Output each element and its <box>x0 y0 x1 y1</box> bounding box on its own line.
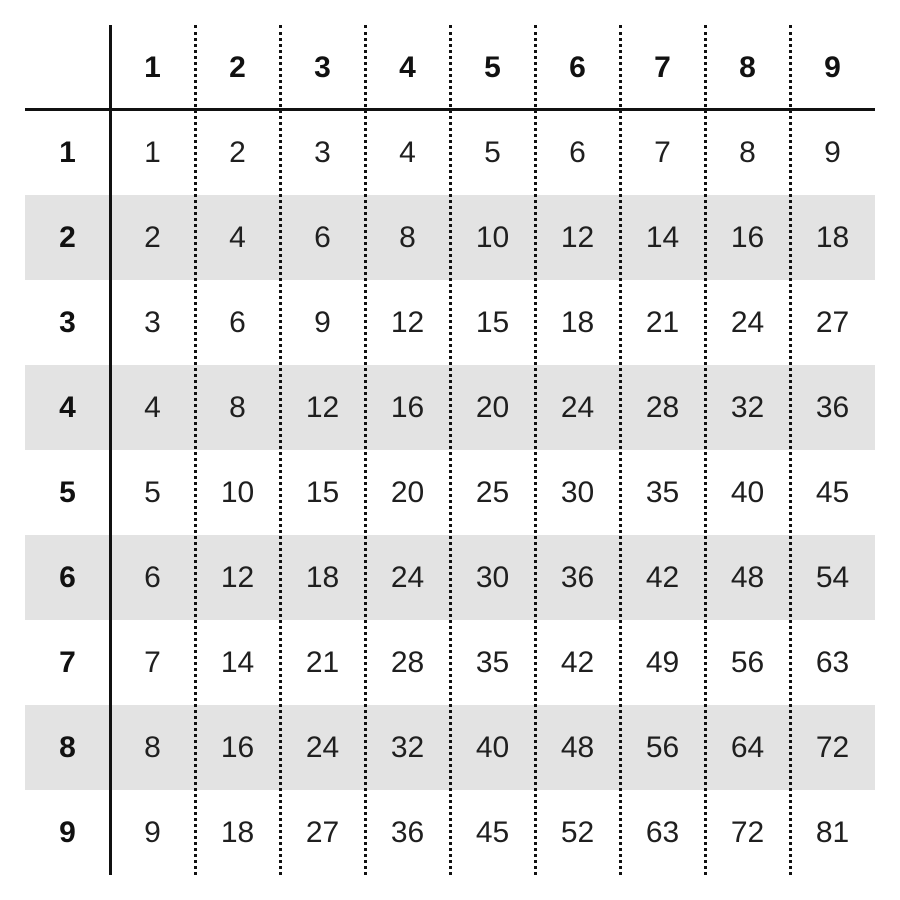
table-cell: 5 <box>484 135 501 169</box>
table-cell: 16 <box>390 390 425 424</box>
table-cell: 56 <box>645 730 680 764</box>
table-cell: 36 <box>815 390 850 424</box>
table-cell: 45 <box>475 815 510 849</box>
row-header: 9 <box>59 815 76 849</box>
table-cell: 32 <box>390 730 425 764</box>
table-cell: 12 <box>220 560 255 594</box>
table-cell: 8 <box>399 220 416 254</box>
table-cell: 40 <box>475 730 510 764</box>
row-header-rule <box>109 25 112 875</box>
table-cell: 45 <box>815 475 850 509</box>
column-header: 8 <box>739 50 756 84</box>
column-header: 5 <box>484 50 501 84</box>
table-cell: 6 <box>569 135 586 169</box>
table-cell: 9 <box>824 135 841 169</box>
table-cell: 1 <box>144 135 161 169</box>
row-header: 3 <box>59 305 76 339</box>
column-header: 2 <box>229 50 246 84</box>
column-divider <box>619 25 622 875</box>
table-cell: 36 <box>390 815 425 849</box>
table-cell: 48 <box>560 730 595 764</box>
table-cell: 52 <box>560 815 595 849</box>
table-cell: 14 <box>645 220 680 254</box>
table-cell: 28 <box>390 645 425 679</box>
row-header: 4 <box>59 390 76 424</box>
table-cell: 12 <box>305 390 340 424</box>
table-cell: 36 <box>560 560 595 594</box>
table-cell: 8 <box>229 390 246 424</box>
table-cell: 30 <box>475 560 510 594</box>
table-cell: 3 <box>314 135 331 169</box>
header-rule <box>25 108 875 111</box>
table-cell: 2 <box>144 220 161 254</box>
table-cell: 24 <box>730 305 765 339</box>
table-cell: 5 <box>144 475 161 509</box>
table-cell: 48 <box>730 560 765 594</box>
column-header: 3 <box>314 50 331 84</box>
table-cell: 20 <box>390 475 425 509</box>
table-cell: 9 <box>314 305 331 339</box>
row-header: 7 <box>59 645 76 679</box>
column-divider <box>704 25 707 875</box>
table-cell: 35 <box>645 475 680 509</box>
table-cell: 28 <box>645 390 680 424</box>
table-cell: 4 <box>399 135 416 169</box>
table-cell: 20 <box>475 390 510 424</box>
column-divider <box>789 25 792 875</box>
table-cell: 40 <box>730 475 765 509</box>
table-cell: 56 <box>730 645 765 679</box>
table-cell: 42 <box>645 560 680 594</box>
table-cell: 6 <box>314 220 331 254</box>
table-cell: 14 <box>220 645 255 679</box>
table-cell: 6 <box>144 560 161 594</box>
column-divider <box>534 25 537 875</box>
table-cell: 63 <box>815 645 850 679</box>
column-divider <box>194 25 197 875</box>
table-cell: 27 <box>305 815 340 849</box>
table-cell: 9 <box>144 815 161 849</box>
row-header: 8 <box>59 730 76 764</box>
row-header: 5 <box>59 475 76 509</box>
table-cell: 8 <box>144 730 161 764</box>
table-cell: 18 <box>305 560 340 594</box>
table-cell: 8 <box>739 135 756 169</box>
table-cell: 27 <box>815 305 850 339</box>
table-cell: 18 <box>560 305 595 339</box>
table-cell: 24 <box>305 730 340 764</box>
table-cell: 15 <box>305 475 340 509</box>
table-cell: 6 <box>229 305 246 339</box>
table-cell: 12 <box>560 220 595 254</box>
table-cell: 72 <box>730 815 765 849</box>
table-cell: 64 <box>730 730 765 764</box>
table-cell: 18 <box>220 815 255 849</box>
multiplication-table <box>25 25 875 875</box>
table-cell: 21 <box>305 645 340 679</box>
table-cell: 25 <box>475 475 510 509</box>
table-cell: 49 <box>645 645 680 679</box>
table-cell: 81 <box>815 815 850 849</box>
table-cell: 4 <box>144 390 161 424</box>
row-header: 1 <box>59 135 76 169</box>
table-cell: 42 <box>560 645 595 679</box>
table-cell: 12 <box>390 305 425 339</box>
column-divider <box>364 25 367 875</box>
column-header: 1 <box>144 50 161 84</box>
column-header: 6 <box>569 50 586 84</box>
table-cell: 2 <box>229 135 246 169</box>
table-cell: 4 <box>229 220 246 254</box>
table-cell: 32 <box>730 390 765 424</box>
table-cell: 30 <box>560 475 595 509</box>
table-cell: 7 <box>144 645 161 679</box>
table-cell: 63 <box>645 815 680 849</box>
table-cell: 54 <box>815 560 850 594</box>
table-cell: 3 <box>144 305 161 339</box>
table-cell: 7 <box>654 135 671 169</box>
row-header: 2 <box>59 220 76 254</box>
table-cell: 72 <box>815 730 850 764</box>
table-cell: 16 <box>220 730 255 764</box>
column-header: 7 <box>654 50 671 84</box>
row-header: 6 <box>59 560 76 594</box>
table-cell: 10 <box>475 220 510 254</box>
table-cell: 35 <box>475 645 510 679</box>
table-cell: 15 <box>475 305 510 339</box>
table-cell: 10 <box>220 475 255 509</box>
table-cell: 21 <box>645 305 680 339</box>
table-cell: 16 <box>730 220 765 254</box>
table-cell: 24 <box>390 560 425 594</box>
column-divider <box>449 25 452 875</box>
table-cell: 18 <box>815 220 850 254</box>
column-header: 9 <box>824 50 841 84</box>
column-header: 4 <box>399 50 416 84</box>
column-divider <box>279 25 282 875</box>
table-cell: 24 <box>560 390 595 424</box>
